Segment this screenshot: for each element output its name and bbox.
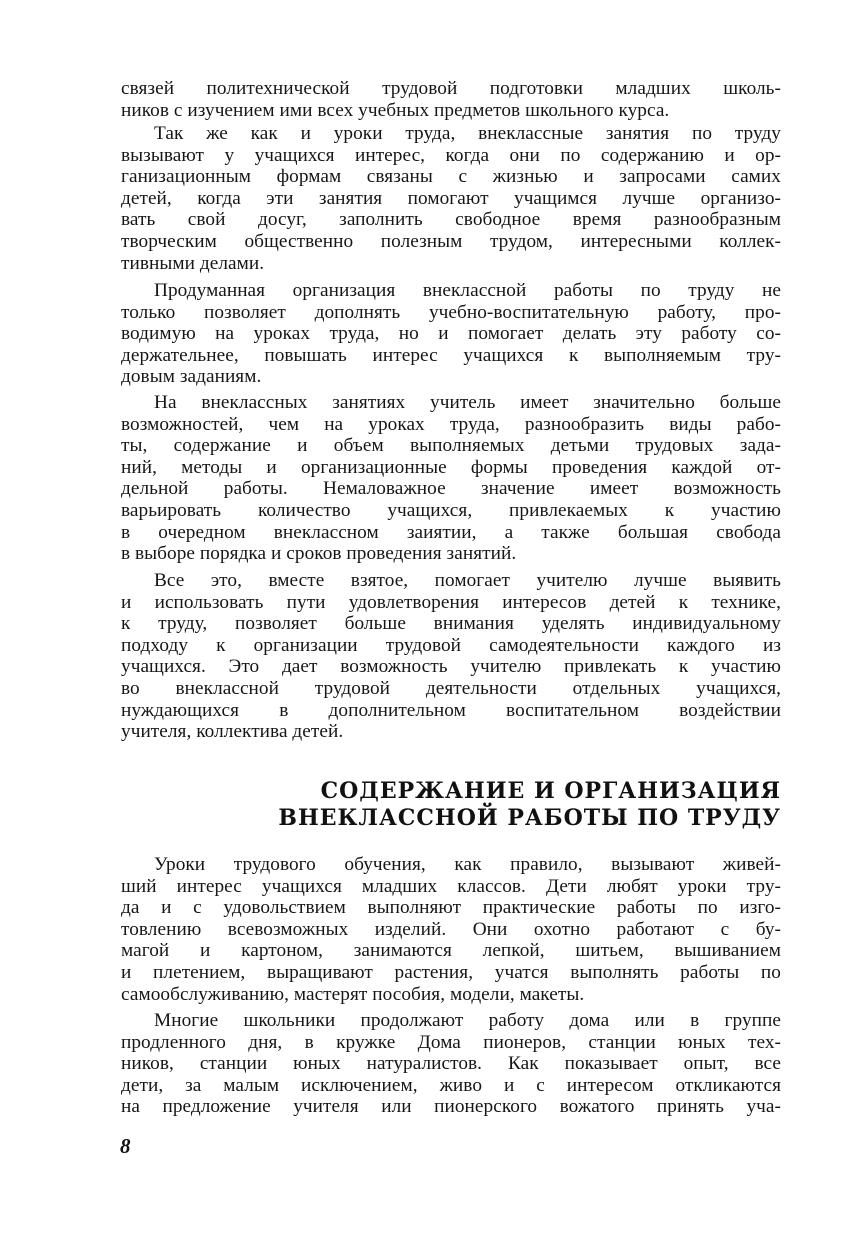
paragraph: [121, 280, 781, 388]
text-line: водимую на уроках труда, но и помогает делать эту работу со-: [121, 323, 781, 345]
text-line: варьировать количество учащихся, привлекаемых к участию: [121, 499, 781, 521]
text-line: ты, содержание и объем выполняемых детьми трудовых зада-: [121, 435, 781, 457]
text-line: магой и картоном, занимаются лепкой, шитьем, вышиванием: [121, 940, 781, 962]
text-line: На внеклассных занятиях учитель имеет значительно больше: [154, 392, 781, 413]
section-heading: [121, 778, 781, 832]
text-line: ников, станции юных натуралистов. Как показывает опыт, все: [121, 1053, 781, 1075]
text-line: творческим общественно полезным трудом, интересными коллек-: [121, 230, 781, 252]
text-line: на предложение учителя или пионерского вожатого принять уча-: [121, 1096, 781, 1118]
paragraph: [121, 570, 781, 743]
text-line: ний, методы и организационные формы проведения каждой от-: [121, 456, 781, 478]
text-line: Продуманная организация внеклассной работы по труду не: [154, 280, 781, 301]
text-line: детей, когда эти занятия помогают учащимся лучше организо-: [121, 187, 781, 209]
text-line: да и с удовольствием выполняют практические работы по изго-: [121, 897, 781, 919]
text-line: подходу к организации трудовой самодеятельности каждого из: [121, 634, 781, 656]
text-line: продленного дня, в кружке Дома пионеров, станции юных тех-: [121, 1031, 781, 1053]
text-line: Уроки трудового обучения, как правило, вызывают живей-: [154, 854, 781, 875]
text-line: ший интерес учащихся младших классов. Дети любят уроки тру-: [121, 875, 781, 897]
text-line: в очередном внеклассном заиятии, а также большая свобода: [121, 521, 781, 543]
text-line: тивными делами.: [121, 252, 265, 274]
text-line: к труду, позволяет больше внимания уделять индивидуальному: [121, 613, 781, 635]
text-line: связей политехнической трудовой подготовки младших школь-: [121, 78, 781, 99]
text-line: дельной работы. Немаловажное значение имеет возможность: [121, 478, 781, 500]
text-line: нуждающихся в дополнительном воспитательном воздействии: [121, 699, 781, 721]
text-line: во внеклассной трудовой деятельности отдельных учащихся,: [121, 677, 781, 699]
text-line: учащихся. Это дает возможность учителю привлекать к участию: [121, 656, 781, 678]
heading-line: СОДЕРЖАНИЕ И ОРГАНИЗАЦИЯ: [320, 778, 781, 804]
page-number: 8: [120, 1134, 131, 1158]
text-line: дети, за малым исключением, живо и с интересом откликаются: [121, 1074, 781, 1096]
paragraph: [121, 392, 781, 565]
text-line: ганизационным формам связаны с жизнью и запросами самих: [121, 166, 781, 188]
text-line: только позволяет дополнять учебно-воспитательную работу, про-: [121, 301, 781, 323]
text-line: ников с изучением ими всех учебных предметов школьного курса.: [121, 99, 670, 121]
text-line: Так же как и уроки труда, внеклассные занятия по труду: [154, 123, 781, 144]
text-line: вать свой досуг, заполнить свободное время разнообразным: [121, 209, 781, 231]
text-line: держательнее, повышать интерес учащихся к выполняемым тру-: [121, 344, 781, 366]
text-line: Многие школьники продолжают работу дома или в группе: [154, 1010, 781, 1031]
text-line: в выборе порядка и сроков проведения занятий.: [121, 543, 517, 565]
paragraph: [121, 78, 781, 121]
paragraph: [121, 1010, 781, 1118]
text-line: и плетением, выращивают растения, учатся выполнять работы по: [121, 961, 781, 983]
text-line: возможностей, чем на уроках труда, разнообразить виды рабо-: [121, 413, 781, 435]
heading-line: ВНЕКЛАССНОЙ РАБОТЫ ПО ТРУДУ: [278, 805, 781, 831]
paragraph: [121, 854, 781, 1005]
text-line: довым заданиям.: [121, 366, 262, 388]
paragraph: [121, 123, 781, 274]
text-line: и использовать пути удовлетворения интересов детей к технике,: [121, 591, 781, 613]
text-line: учителя, коллектива детей.: [121, 721, 344, 743]
text-line: товлению всевозможных изделий. Они охотно работают с бу-: [121, 918, 781, 940]
text-line: самообслуживанию, мастерят пособия, модели, макеты.: [121, 983, 585, 1005]
text-line: Все это, вместе взятое, помогает учителю лучше выявить: [154, 570, 781, 591]
text-line: вызывают у учащихся интерес, когда они по содержанию и ор-: [121, 144, 781, 166]
